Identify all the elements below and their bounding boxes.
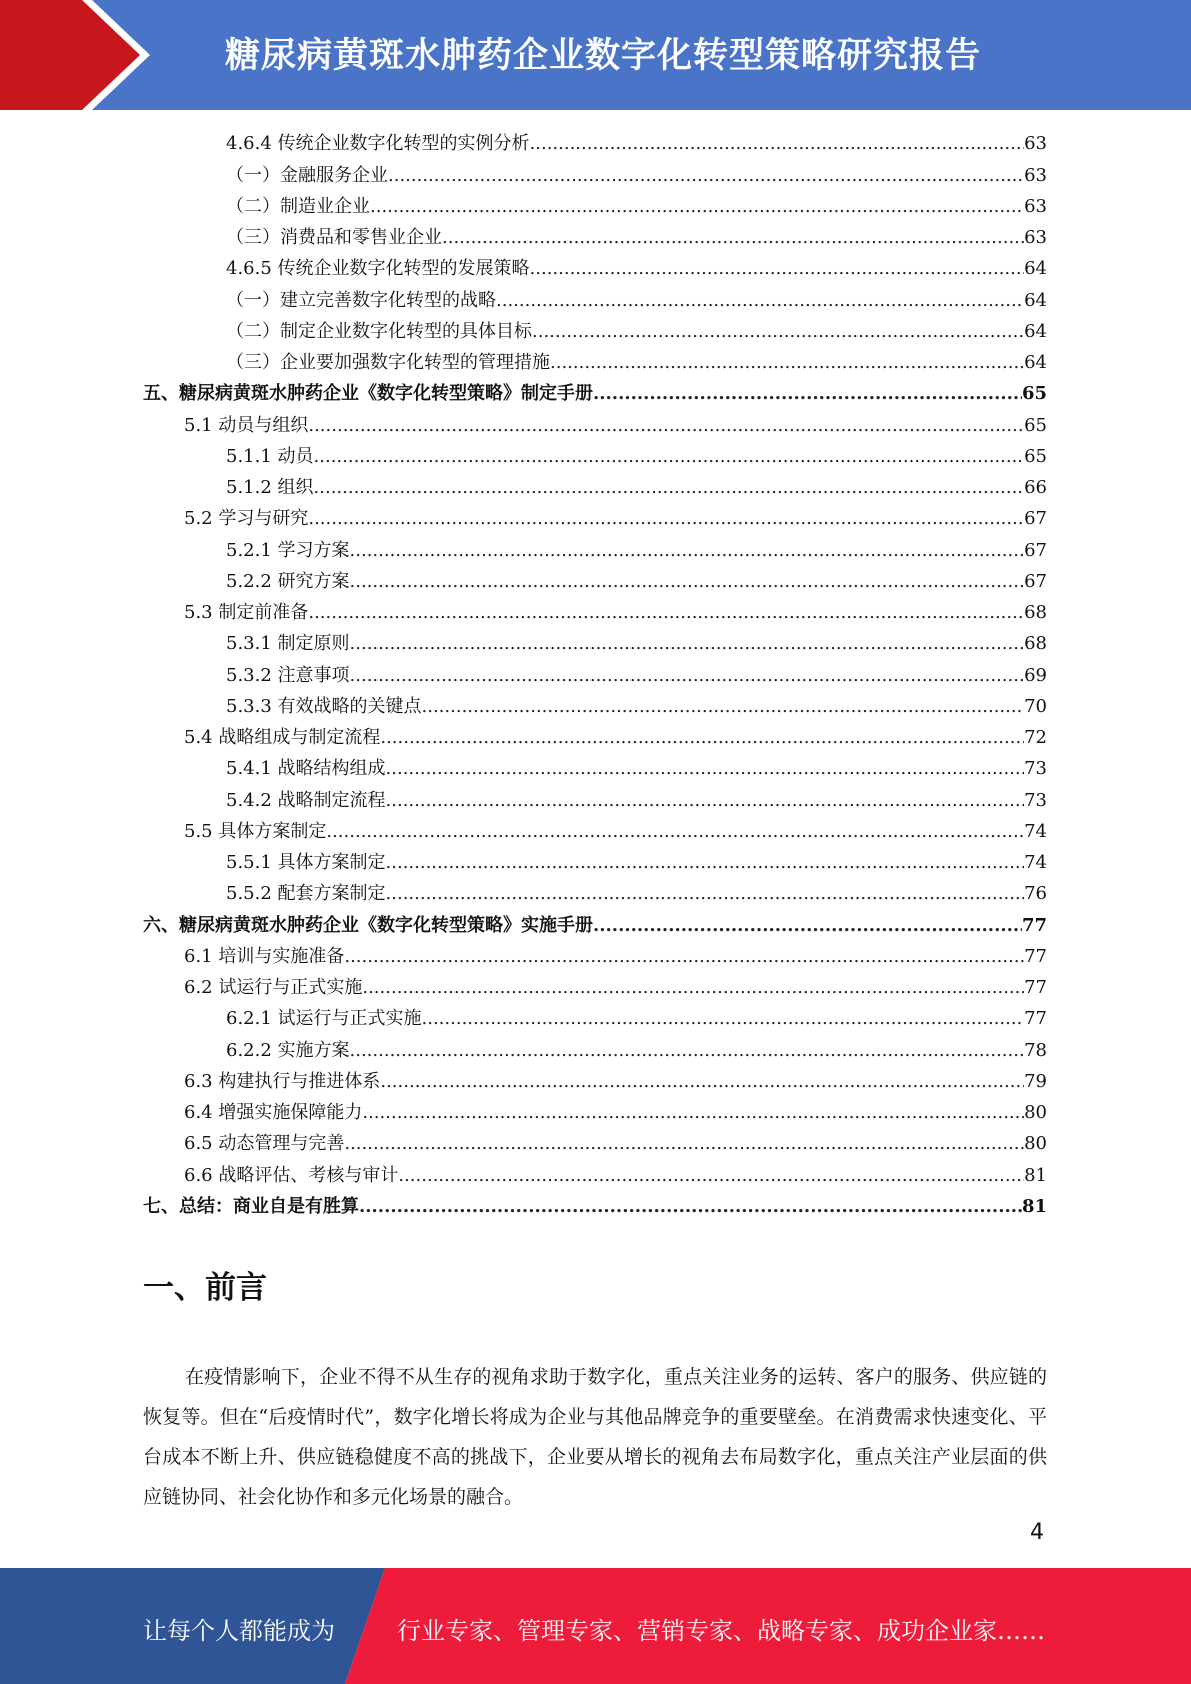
toc-entry-label: 5.3.3 有效战略的关键点: [226, 695, 422, 717]
body-paragraph: 在疫情影响下，企业不得不从生存的视角求助于数字化，重点关注业务的运转、客户的服务、供应链的恢复等。但在“后疫情时代”，数字化增长将成为企业与其他品牌竞争的重要壁垒。在消费需求快速变化、平台成本不断上升、供应链稳健度不高的挑战下，企业要从增长的视角去布局数字化，重点关注产业层面的供应链协同、社会化协作和多元化场景的融合。: [143, 1366, 1047, 1508]
toc-entry[interactable]: [143, 941, 1047, 972]
toc-entry[interactable]: [143, 1034, 1047, 1065]
toc-entry-page: 65: [1024, 414, 1047, 436]
toc-leader-dots: [359, 1195, 1022, 1219]
toc-entry[interactable]: [143, 847, 1047, 878]
toc-entry-page: 73: [1024, 789, 1047, 811]
toc-leader-dots: [308, 507, 1024, 531]
toc-entry-page: 64: [1024, 320, 1047, 342]
toc-entry-page: 79: [1024, 1070, 1047, 1092]
toc-entry-label: （二）制造业企业: [226, 195, 370, 217]
toc-leader-dots: [362, 1101, 1024, 1125]
toc-entry-label: 6.2.1 试运行与正式实施: [226, 1008, 422, 1030]
toc-leader-dots: [530, 257, 1025, 281]
toc-entry-label: 6.1 培训与实施准备: [184, 945, 345, 967]
toc-entry[interactable]: [143, 191, 1047, 222]
toc-entry-page: 74: [1024, 852, 1047, 873]
toc-entry-page: 74: [1024, 820, 1047, 842]
toc-entry-label: 6.2 试运行与正式实施: [184, 977, 363, 998]
toc-entry-label: 5.1 动员与组织: [184, 414, 309, 436]
toc-entry[interactable]: [143, 159, 1047, 190]
toc-leader-dots: [350, 539, 1025, 563]
toc-entry-page: 76: [1024, 883, 1047, 905]
toc-entry[interactable]: [143, 816, 1047, 847]
toc-leader-dots: [550, 351, 1024, 375]
toc-entry[interactable]: [143, 1066, 1047, 1097]
toc-entry[interactable]: [143, 441, 1047, 472]
toc-entry-page: 81: [1021, 1195, 1047, 1217]
toc-entry-page: 68: [1024, 602, 1047, 623]
toc-entry-label: 5.2.2 研究方案: [226, 570, 350, 592]
toc-entry-label: 5.2.1 学习方案: [226, 539, 350, 561]
toc-entry-page: 66: [1024, 477, 1047, 498]
toc-leader-dots: [496, 289, 1024, 313]
toc-entry-label: 6.5 动态管理与完善: [184, 1133, 345, 1155]
toc-entry-label: （三）企业要加强数字化转型的管理措施: [226, 352, 550, 373]
toc-entry-label: 5.1.2 组织: [226, 477, 314, 498]
toc-leader-dots: [593, 914, 1022, 938]
toc-entry[interactable]: [143, 253, 1047, 284]
toc-entry-label: 5.1.1 动员: [226, 445, 314, 467]
toc-entry[interactable]: [143, 378, 1047, 409]
toc-entry-label: （二）制定企业数字化转型的具体目标: [226, 320, 532, 342]
toc-entry[interactable]: [143, 503, 1047, 534]
toc-leader-dots: [398, 1164, 1024, 1188]
section-heading: 一、前言: [143, 1270, 267, 1306]
report-title: 糖尿病黄斑水肿药企业数字化转型策略研究报告: [225, 36, 982, 76]
toc-entry-page: 68: [1024, 633, 1047, 655]
toc-entry-label: 4.6.4 传统企业数字化转型的实例分析: [226, 133, 530, 155]
toc-entry-label: 五、糖尿病黄斑水肿药企业《数字化转型策略》制定手册: [143, 383, 593, 405]
toc-leader-dots: [593, 382, 1022, 406]
toc-entry-page: 77: [1024, 977, 1047, 998]
toc-entry-label: 5.4 战略组成与制定流程: [184, 727, 381, 748]
toc-entry[interactable]: [143, 534, 1047, 565]
table-of-contents: [143, 128, 1047, 1222]
toc-leader-dots: [314, 476, 1025, 500]
toc-entry[interactable]: [143, 409, 1047, 440]
toc-entry[interactable]: [143, 784, 1047, 815]
toc-leader-dots: [380, 726, 1024, 750]
toc-entry-page: 65: [1021, 383, 1047, 405]
toc-entry-label: 5.5.1 具体方案制定: [226, 852, 386, 873]
toc-leader-dots: [422, 695, 1025, 719]
toc-entry-label: 六、糖尿病黄斑水肿药企业《数字化转型策略》实施手册: [143, 914, 593, 936]
toc-entry[interactable]: [143, 566, 1047, 597]
toc-leader-dots: [442, 226, 1024, 250]
toc-entry-page: 63: [1024, 133, 1047, 155]
toc-entry-page: 64: [1024, 258, 1047, 280]
toc-entry-label: （一）金融服务企业: [226, 164, 388, 186]
toc-entry-label: 6.3 构建执行与推进体系: [184, 1070, 381, 1092]
toc-entry[interactable]: [143, 1128, 1047, 1159]
toc-entry-page: 65: [1024, 445, 1047, 467]
toc-entry-label: 5.3 制定前准备: [184, 602, 309, 623]
toc-entry-page: 73: [1024, 758, 1047, 780]
toc-entry-page: 72: [1024, 727, 1047, 748]
toc-entry-label: （一）建立完善数字化转型的战略: [226, 289, 496, 311]
toc-entry-page: 67: [1024, 570, 1047, 592]
toc-entry-label: 5.3.1 制定原则: [226, 633, 350, 655]
toc-entry-page: 77: [1021, 914, 1047, 936]
toc-entry-page: 77: [1024, 1008, 1047, 1030]
toc-entry[interactable]: [143, 1003, 1047, 1034]
page-header: [0, 0, 1191, 110]
page-footer: [0, 1568, 1191, 1684]
toc-leader-dots: [314, 445, 1025, 469]
toc-entry-page: 69: [1024, 664, 1047, 686]
toc-entry-page: 63: [1024, 164, 1047, 186]
toc-entry[interactable]: [143, 628, 1047, 659]
toc-entry[interactable]: [143, 222, 1047, 253]
toc-entry[interactable]: [143, 284, 1047, 315]
toc-entry[interactable]: [143, 878, 1047, 909]
toc-leader-dots: [326, 820, 1024, 844]
toc-entry[interactable]: [143, 316, 1047, 347]
toc-leader-dots: [386, 882, 1025, 906]
toc-entry[interactable]: [143, 597, 1047, 628]
toc-entry-label: 七、总结：商业自是有胜算: [143, 1195, 359, 1217]
toc-entry-page: 77: [1024, 945, 1047, 967]
toc-entry[interactable]: [143, 722, 1047, 753]
toc-entry-label: 5.4.1 战略结构组成: [226, 758, 386, 780]
toc-entry[interactable]: [143, 691, 1047, 722]
toc-entry-label: 5.5 具体方案制定: [184, 820, 327, 842]
toc-entry-page: 70: [1024, 695, 1047, 717]
toc-leader-dots: [344, 945, 1024, 969]
toc-entry[interactable]: [143, 909, 1047, 940]
toc-entry[interactable]: [143, 659, 1047, 690]
toc-leader-dots: [308, 601, 1024, 625]
toc-entry-label: 6.2.2 实施方案: [226, 1039, 350, 1061]
toc-leader-dots: [388, 164, 1024, 188]
toc-entry-page: 67: [1024, 539, 1047, 561]
toc-entry-page: 64: [1024, 289, 1047, 311]
toc-entry-page: 63: [1024, 227, 1047, 248]
toc-leader-dots: [370, 195, 1024, 219]
toc-entry-label: 5.4.2 战略制定流程: [226, 789, 386, 811]
toc-entry-page: 80: [1024, 1133, 1047, 1155]
toc-entry-page: 78: [1024, 1039, 1047, 1061]
toc-leader-dots: [380, 1070, 1024, 1094]
toc-leader-dots: [350, 570, 1025, 594]
toc-leader-dots: [350, 664, 1025, 688]
toc-entry[interactable]: [143, 128, 1047, 159]
toc-leader-dots: [386, 789, 1025, 813]
toc-leader-dots: [308, 414, 1024, 438]
toc-entry-page: 63: [1024, 195, 1047, 217]
toc-leader-dots: [422, 1007, 1025, 1031]
toc-entry-label: 4.6.5 传统企业数字化转型的发展策略: [226, 258, 530, 280]
toc-entry[interactable]: [143, 1097, 1047, 1128]
toc-entry-page: 64: [1024, 352, 1047, 373]
toc-entry-label: 5.3.2 注意事项: [226, 664, 350, 686]
toc-entry-label: 5.2 学习与研究: [184, 508, 309, 530]
toc-entry-label: （三）消费品和零售业企业: [226, 227, 442, 248]
toc-entry-page: 80: [1024, 1102, 1047, 1123]
toc-leader-dots: [532, 320, 1024, 344]
toc-entry[interactable]: [143, 1191, 1047, 1222]
toc-entry-label: 6.4 增强实施保障能力: [184, 1102, 363, 1123]
toc-entry-page: 67: [1024, 508, 1047, 530]
toc-leader-dots: [386, 757, 1025, 781]
toc-leader-dots: [350, 1039, 1025, 1063]
toc-entry[interactable]: [143, 472, 1047, 503]
page-number: 4: [1030, 1520, 1044, 1545]
footer-slogan-right: 行业专家、管理专家、营销专家、战略专家、成功企业家……: [397, 1617, 1045, 1645]
toc-leader-dots: [386, 851, 1025, 875]
toc-entry-page: 81: [1024, 1164, 1047, 1186]
toc-entry-label: 5.5.2 配套方案制定: [226, 883, 386, 905]
toc-entry-label: 6.6 战略评估、考核与审计: [184, 1164, 399, 1186]
toc-leader-dots: [362, 976, 1024, 1000]
toc-entry[interactable]: [143, 753, 1047, 784]
toc-entry[interactable]: [143, 1159, 1047, 1190]
toc-entry[interactable]: [143, 347, 1047, 378]
toc-leader-dots: [350, 632, 1025, 656]
footer-slogan-left: 让每个人都能成为: [143, 1617, 335, 1645]
toc-leader-dots: [344, 1132, 1024, 1156]
toc-entry[interactable]: [143, 972, 1047, 1003]
toc-leader-dots: [530, 132, 1025, 156]
